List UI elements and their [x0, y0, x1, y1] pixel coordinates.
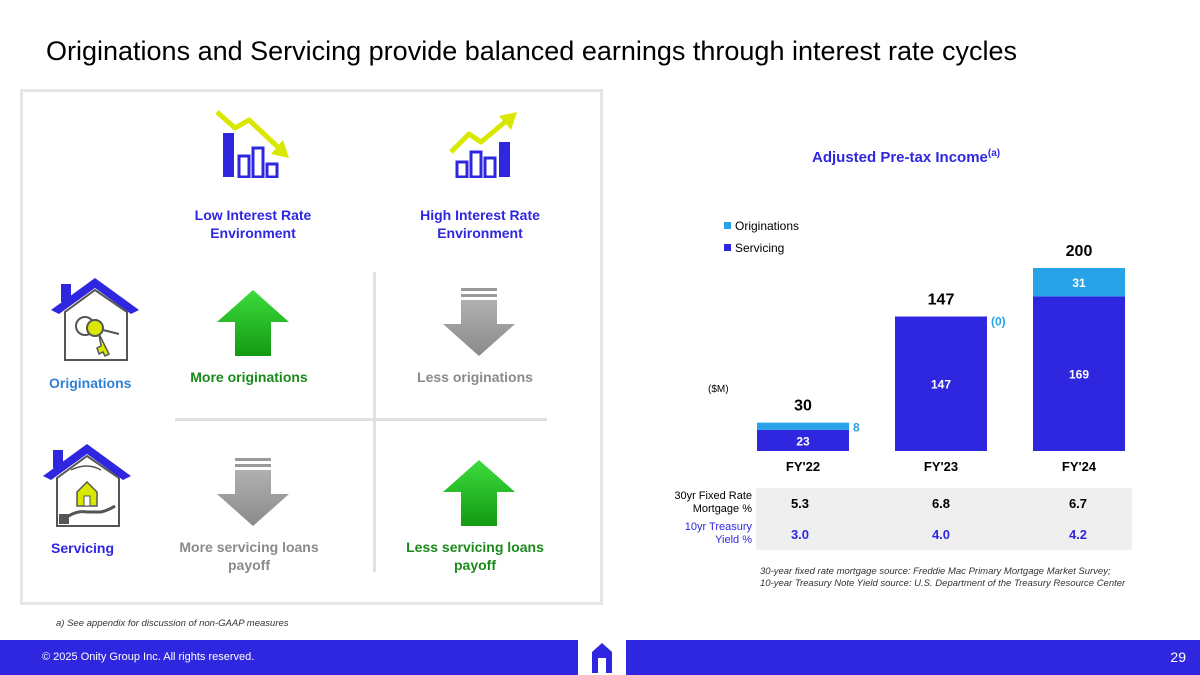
rates-source — [760, 566, 1125, 590]
footnote: a) See appendix for discussion of non-GAAP measures — [56, 618, 289, 629]
cell-treasury-fy22: 3.0 — [790, 527, 810, 542]
up-arrow-icon — [439, 458, 519, 528]
chart-title-text: Adjusted Pre-tax Income — [812, 149, 988, 166]
table-row — [660, 488, 1132, 519]
row-servicing: Servicing — [51, 540, 115, 556]
onity-logo-icon — [578, 640, 626, 675]
footer-bar — [0, 640, 1200, 675]
pretax-income-chart — [700, 190, 1160, 480]
rates-table — [660, 488, 1132, 550]
up-arrow-icon — [213, 288, 293, 358]
cell-mortgage-fy23: 6.8 — [931, 496, 951, 511]
col-low-rate: Low Interest Rate Environment — [194, 207, 312, 241]
x-tick-label: FY'23 — [923, 459, 959, 474]
cell-more-originations: More originations — [190, 369, 308, 385]
row-originations: Originations — [49, 375, 132, 391]
source-line-1: 30-year fixed rate mortgage source: Freddie Mac Primary Mortgage Market Survey; — [760, 566, 1111, 577]
rate-environment-matrix — [20, 89, 603, 605]
data-label-total: 147 — [927, 291, 955, 309]
chart-down-icon — [213, 108, 303, 178]
legend-label-servicing: Servicing — [735, 241, 785, 255]
chart-title-sup: (a) — [987, 148, 1001, 159]
data-label-originations: 31 — [1072, 276, 1086, 291]
cell-less-originations: Less originations — [417, 369, 533, 385]
data-label-servicing: 23 — [796, 434, 810, 449]
chart-up-icon — [443, 108, 533, 178]
data-label-originations: 8 — [853, 420, 860, 435]
down-arrow-icon — [213, 458, 293, 528]
matrix-divider-horizontal — [175, 418, 547, 421]
cell-mortgage-fy24: 6.7 — [1068, 496, 1088, 511]
cell-treasury-fy23: 4.0 — [931, 527, 951, 542]
data-label-total: 200 — [1065, 243, 1093, 260]
data-label-originations: (0) — [991, 314, 1006, 329]
legend-swatch-servicing — [724, 244, 731, 251]
x-tick-label: FY'22 — [785, 459, 821, 474]
page-title: Originations and Servicing provide balanced earnings through interest rate cycles — [46, 36, 1018, 66]
house-key-icon — [47, 274, 143, 364]
row-label-mortgage: 30yr Fixed Rate Mortgage % — [674, 490, 752, 515]
data-label-servicing: 147 — [930, 377, 952, 392]
onity-logo — [578, 640, 626, 675]
cell-less-servicing-payoff: Less servicing loans payoff — [406, 539, 544, 573]
data-label-servicing: 169 — [1068, 367, 1090, 382]
down-arrow-icon — [439, 288, 519, 358]
x-tick-label: FY'24 — [1061, 459, 1097, 474]
page-number: 29 — [1170, 649, 1186, 665]
bar-originations — [757, 423, 849, 430]
cell-mortgage-fy22: 5.3 — [790, 496, 810, 511]
house-hand-icon — [41, 440, 137, 530]
copyright: © 2025 Onity Group Inc. All rights reserved. — [42, 651, 255, 663]
chart-unit-label: ($M) — [708, 384, 729, 395]
table-row — [660, 519, 1132, 550]
cell-more-servicing-payoff: More servicing loans payoff — [179, 539, 319, 573]
matrix-divider-vertical — [373, 272, 376, 572]
cell-treasury-fy24: 4.2 — [1068, 527, 1088, 542]
data-label-total: 30 — [794, 397, 812, 415]
legend-label-originations: Originations — [735, 219, 800, 233]
chart-title — [812, 148, 1000, 166]
legend-swatch-originations — [724, 222, 731, 229]
row-label-treasury: 10yr Treasury Yield % — [684, 521, 752, 546]
col-high-rate: High Interest Rate Environment — [420, 207, 540, 241]
source-line-2: 10-year Treasury Note Yield source: U.S. Department of the Treasury Resource Center — [760, 578, 1126, 589]
